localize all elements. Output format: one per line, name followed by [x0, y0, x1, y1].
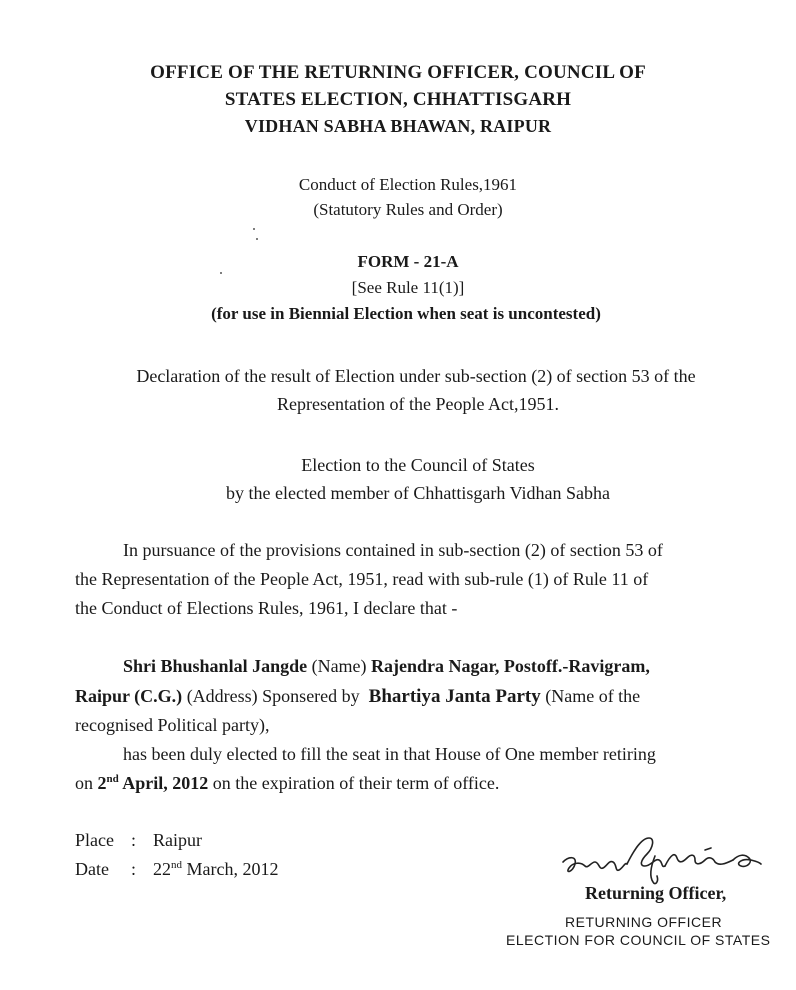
- declaration-line1: Declaration of the result of Election under sub-section (2) of section 53 of the: [136, 366, 696, 386]
- rules-line2: (Statutory Rules and Order): [313, 200, 503, 219]
- declaration-line2: Representation of the People Act,1951.: [277, 394, 559, 414]
- officer-title: Returning Officer,: [585, 883, 727, 903]
- place-label: Place: [75, 830, 114, 850]
- retire-date: [98, 773, 209, 793]
- retire-date-suffix: nd: [106, 773, 119, 785]
- candidate-line2: [75, 682, 640, 711]
- rules-line1: Conduct of Election Rules,1961: [298, 175, 518, 194]
- scan-speck: [253, 228, 255, 230]
- candidate-name: Shri Bhushanlal Jangde: [123, 656, 308, 676]
- stamp-line2: ELECTION FOR COUNCIL OF STATES: [506, 932, 771, 948]
- date-label: Date: [75, 859, 109, 879]
- candidate-line1: [123, 652, 650, 681]
- form-title: FORM - 21-A: [357, 252, 459, 271]
- form-usage: (for use in Biennial Election when seat is uncontested): [211, 304, 601, 323]
- date-rest: March, 2012: [186, 859, 279, 879]
- sponsored-text: Sponsered by: [262, 686, 360, 706]
- result-line2: [75, 769, 499, 798]
- election-line2: by the elected member of Chhattisgarh Vidhan Sabha: [226, 483, 610, 503]
- place-value: Raipur: [153, 830, 202, 850]
- office-header-line3: VIDHAN SABHA BHAWAN, RAIPUR: [244, 116, 552, 136]
- result-line1: has been duly elected to fill the seat in that House of One member retiring: [123, 744, 656, 764]
- candidate-address-label: (Address): [186, 686, 258, 706]
- election-line1: Election to the Council of States: [301, 455, 535, 475]
- retire-date-rest: April, 2012: [122, 773, 209, 793]
- retire-date-day: 2: [97, 773, 107, 793]
- date-day: 22: [153, 859, 171, 879]
- pursuance-line3: the Conduct of Elections Rules, 1961, I declare that -: [75, 598, 458, 618]
- office-header-line1: OFFICE OF THE RETURNING OFFICER, COUNCIL OF: [150, 62, 646, 83]
- date-value: [153, 855, 278, 884]
- form-rule-ref: [See Rule 11(1)]: [351, 278, 465, 297]
- party-label-part2: recognised Political party),: [75, 715, 270, 735]
- candidate-address-part2: Raipur (C.G.): [75, 686, 183, 706]
- stamp-line1: RETURNING OFFICER: [565, 914, 723, 930]
- result-tail: on the expiration of their term of office.: [212, 773, 500, 793]
- candidate-address-part1: Rajendra Nagar, Postoff.-Ravigram,: [371, 656, 650, 676]
- office-header-line2: STATES ELECTION, CHHATTISGARH: [224, 89, 572, 110]
- pursuance-line1: In pursuance of the provisions contained in sub-section (2) of section 53 of: [123, 540, 663, 560]
- candidate-name-label: (Name): [311, 656, 367, 676]
- date-sep: :: [131, 859, 137, 879]
- pursuance-line2: the Representation of the People Act, 1951, read with sub-rule (1) of Rule 11 of: [75, 569, 649, 589]
- party-label-part1: (Name of the: [545, 686, 641, 706]
- candidate-party: Bhartiya Janta Party: [368, 686, 541, 707]
- result-on: on: [75, 773, 93, 793]
- place-sep: :: [131, 830, 137, 850]
- date-suffix: nd: [171, 859, 182, 871]
- scan-speck: [220, 272, 222, 274]
- scan-speck: [256, 238, 258, 240]
